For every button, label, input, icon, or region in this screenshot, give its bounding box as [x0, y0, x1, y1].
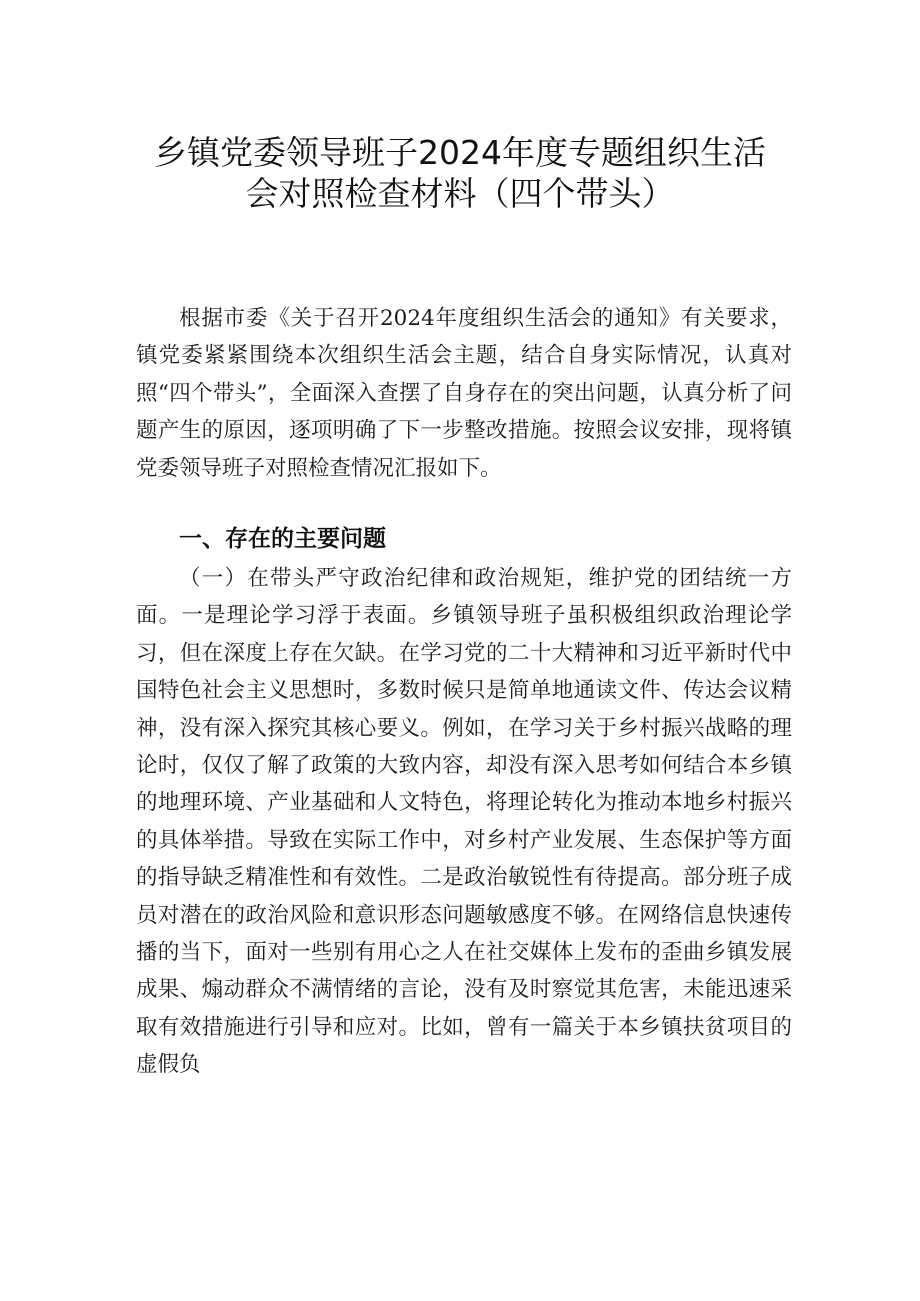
- section-heading: 一、存在的主要问题: [179, 526, 386, 552]
- section-paragraph: （一）在带头严守政治纪律和政治规矩，维护党的团结统一方面。一是理论学习浮于表面。乡镇领导班子虽积极组织政治理论学习，但在深度上存在欠缺。在学习党的二十大精神和习近平新时代中国特色社会主义思想时，多数时候只是简单地通读文件、传达会议精神，没有深入探究其核心要义。例如，在学习关于乡村振兴战略的理论时，仅仅了解了政策的大致内容，却没有深入思考如何结合本乡镇的地理环境、产业基础和人文特色，将理论转化为推动本地乡村振兴的具体举措。导致在实际工作中，对乡村产业发展、生态保护等方面的指导缺乏精准性和有效性。二是政治敏锐性有待提高。部分班子成员对潜在的政治风险和意识形态问题敏感度不够。在网络信息快速传播的当下，面对一些别有用心之人在社交媒体上发布的歪曲乡镇发展成果、煽动群众不满情绪的言论，没有及时察觉其危害，未能迅速采取有效措施进行引导和应对。比如，曾有一篇关于本乡镇扶贫项目的虚假负: [136, 566, 792, 1078]
- document-title-line-2: 会对照检查材料（四个带头）: [245, 174, 675, 213]
- intro-paragraph: 根据市委《关于召开2024年度组织生活会的通知》有关要求，镇党委紧紧围绕本次组织生活会主题，结合自身实际情况，认真对照“四个带头”，全面深入查摆了自身存在的突出问题，认真分析了问题产生的原因，逐项明确了下一步整改措施。按照会议安排，现将镇党委领导班子对照检查情况汇报如下。: [136, 306, 792, 481]
- document-title-line-1: 乡镇党委领导班子2024年度专题组织生活: [154, 133, 766, 172]
